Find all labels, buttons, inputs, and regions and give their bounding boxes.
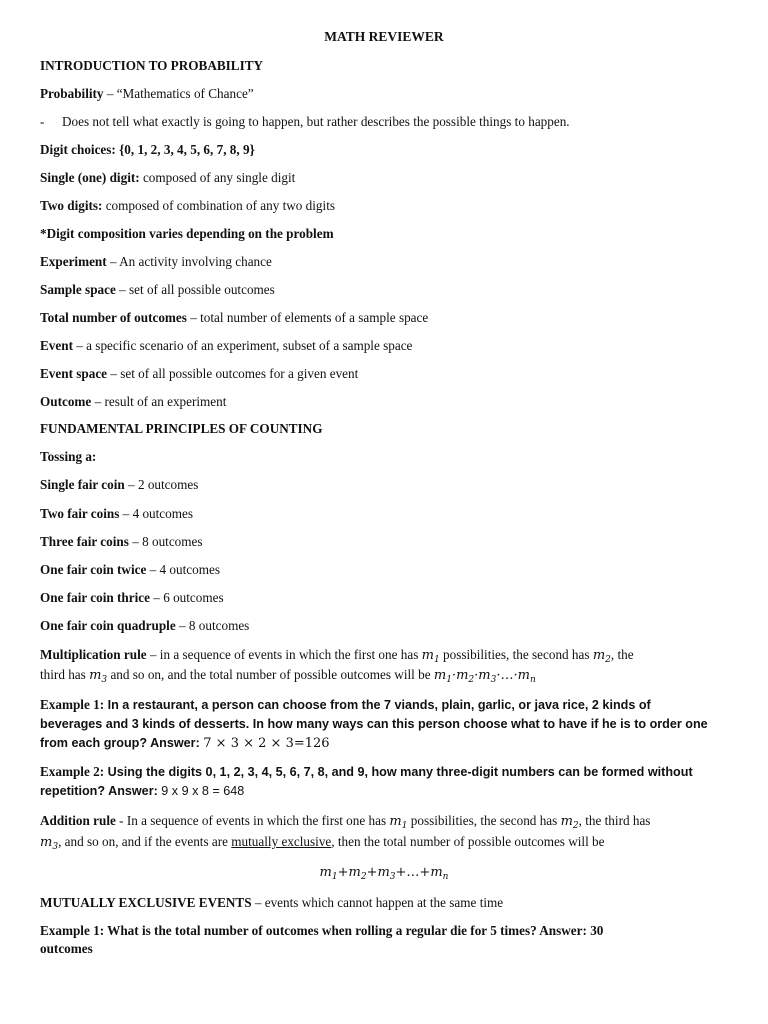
dot-operator: · [496, 668, 501, 683]
term: Two digits: [40, 198, 103, 213]
definition-outcome [40, 394, 728, 410]
term: Outcome [40, 394, 92, 409]
definition-total-outcomes [40, 310, 728, 326]
math-m3 [89, 668, 107, 683]
tossing-text: Tossing a: [40, 449, 97, 464]
definition: – 8 outcomes [175, 618, 250, 633]
subscript: 1 [433, 655, 440, 665]
rule-text: - In a sequence of events in which the first one has [115, 813, 390, 828]
page-title: MATH REVIEWER [324, 29, 444, 44]
mutual-example-line-1 [40, 923, 728, 939]
m-symbol: m [348, 865, 361, 880]
underlined-term: mutually exclusive [231, 834, 332, 849]
term: Single (one) digit: [40, 170, 140, 185]
definition: composed of any single digit [139, 170, 296, 185]
sum-formula [0, 864, 768, 881]
example-text: beverages and 3 kinds of desserts. In how many ways can this person choose what to have if he is to order one [40, 717, 708, 731]
coin-item [40, 590, 728, 606]
example-text: repetition? Answer: [40, 784, 162, 798]
example-text: from each group? Answer: [40, 736, 204, 750]
dot-operator: · [513, 668, 518, 683]
m-symbol: m [433, 668, 447, 683]
definition: composed of combination of any two digits [102, 198, 335, 213]
product-formula [434, 668, 536, 683]
definition: – total number of elements of a sample space [186, 310, 429, 325]
term: One fair coin thrice [40, 590, 150, 605]
definition: – An activity involving chance [106, 254, 272, 269]
definition: – set of all possible outcomes [115, 282, 275, 297]
example-1-line-2 [40, 716, 728, 732]
term: Addition rule [40, 813, 116, 828]
m-symbol: m [478, 668, 491, 683]
m-symbol: m [456, 668, 469, 683]
section-heading-mutual [40, 895, 728, 911]
subscript: 2 [468, 675, 475, 685]
rule-text: , the [610, 647, 634, 662]
rule-text: – in a sequence of events in which the first one has [146, 647, 422, 662]
plus-ellipsis: +…+ [395, 865, 431, 880]
m-symbol: m [517, 668, 530, 683]
definition-experiment [40, 254, 728, 270]
bullet-item [40, 114, 728, 130]
addition-rule-line-1 [40, 813, 728, 830]
subscript: 1 [331, 872, 338, 882]
composition-note [40, 226, 728, 242]
coin-item [40, 506, 728, 522]
definition-sample-space [40, 282, 728, 298]
math-m2 [561, 814, 579, 829]
term: Event [40, 338, 73, 353]
example-label: Example 2: [40, 764, 105, 779]
subscript: n [529, 675, 536, 685]
m-symbol: m [319, 865, 332, 880]
m-symbol: m [40, 835, 53, 850]
term: Sample space [40, 282, 116, 297]
definition: – 8 outcomes [128, 534, 203, 549]
example-answer: 9 x 9 x 8 = 648 [161, 784, 245, 798]
rule-text: possibilities, the second has [439, 647, 593, 662]
ellipsis: … [500, 668, 514, 683]
subscript: 1 [446, 675, 452, 685]
mutual-example-line-2 [40, 941, 728, 957]
term: Single fair coin [40, 477, 125, 492]
term: One fair coin quadruple [40, 618, 176, 633]
subscript: 1 [401, 821, 408, 831]
addition-rule-line-2 [40, 834, 728, 851]
coin-item [40, 618, 728, 634]
rule-text: , and so on, and if the events are [58, 834, 232, 849]
coin-item [40, 534, 728, 550]
definition: – “Mathematics of Chance” [103, 86, 254, 101]
subscript: n [442, 872, 449, 882]
term: Total number of outcomes [40, 310, 187, 325]
coin-item [40, 477, 728, 493]
rule-text: , the third has [578, 813, 651, 828]
definition: – 6 outcomes [150, 590, 224, 605]
section-heading-counting [40, 421, 728, 437]
m-symbol: m [430, 865, 443, 880]
plus-operator: + [366, 865, 378, 880]
definition-event [40, 338, 728, 354]
rule-text: third has [40, 667, 90, 682]
counting-heading: FUNDAMENTAL PRINCIPLES OF COUNTING [40, 421, 323, 436]
example-2-line-2 [40, 783, 728, 799]
subscript: 2 [360, 872, 367, 882]
term: Two fair coins [40, 506, 120, 521]
bullet-text: Does not tell what exactly is going to happen, but rather describes the possible things to happen. [62, 114, 570, 129]
rule-text: and so on, and the total number of possible outcomes will be [107, 667, 434, 682]
subscript: 3 [389, 872, 396, 882]
m-symbol: m [592, 648, 606, 663]
example-text: Using the digits 0, 1, 2, 3, 4, 5, 6, 7, 8, and 9, how many three-digit numbers can be formed without [104, 765, 693, 779]
m-symbol: m [89, 668, 102, 683]
multiplication-rule-line-2 [40, 667, 728, 684]
example-2-line-1 [40, 764, 728, 780]
term: Multiplication rule [40, 647, 147, 662]
m-symbol: m [389, 814, 402, 829]
subscript: 2 [572, 821, 579, 831]
sum-expression [320, 865, 449, 880]
tossing-label [40, 449, 728, 465]
math-m1 [422, 648, 440, 663]
term: Experiment [40, 254, 107, 269]
definition: – a specific scenario of an experiment, subset of a sample space [72, 338, 413, 353]
m-symbol: m [421, 648, 434, 663]
example-text: In a restaurant, a person can choose from the 7 viands, plain, garlic, or java rice, 2 kinds of [104, 698, 651, 712]
coin-item [40, 562, 728, 578]
mutual-heading: MUTUALLY EXCLUSIVE EVENTS [40, 895, 252, 910]
math-m3 [40, 835, 58, 850]
digit-choices [40, 142, 728, 158]
definition: – 2 outcomes [124, 477, 199, 492]
term: Event space [40, 366, 108, 381]
math-m2 [593, 648, 611, 663]
dash-bullet: - [40, 114, 45, 129]
dot-operator: · [474, 668, 479, 683]
definition: – events which cannot happen at the same time [251, 895, 504, 910]
term: Probability [40, 86, 104, 101]
example-1-line-3 [40, 735, 728, 752]
subscript: 2 [605, 655, 611, 665]
multiplication-rule-line-1 [40, 647, 728, 664]
subscript: 3 [101, 675, 108, 685]
term: Three fair coins [40, 534, 129, 549]
definition-two-digits [40, 198, 728, 214]
term: One fair coin twice [40, 562, 147, 577]
subscript: 3 [490, 675, 497, 685]
example-text: Example 1: What is the total number of outcomes when rolling a regular die for 5 times? Answer: 30 [40, 923, 604, 938]
definition: – 4 outcomes [146, 562, 220, 577]
rule-text: possibilities, the second has [407, 813, 561, 828]
dot-operator: · [451, 668, 457, 683]
digit-choices-text: Digit choices: {0, 1, 2, 3, 4, 5, 6, 7, 8, 9} [40, 142, 255, 157]
example-1-line-1 [40, 697, 728, 713]
m-symbol: m [560, 814, 573, 829]
definition-probability [40, 86, 728, 102]
intro-heading: INTRODUCTION TO PROBABILITY [40, 58, 264, 73]
rule-text: , then the total number of possible outcomes will be [331, 834, 605, 849]
definition-event-space [40, 366, 728, 382]
definition: – result of an experiment [91, 394, 227, 409]
plus-operator: + [337, 865, 349, 880]
definition: – 4 outcomes [119, 506, 193, 521]
example-answer: 7 × 3 × 2 × 3=126 [203, 736, 330, 751]
section-heading-intro [40, 58, 728, 74]
note-text: *Digit composition varies depending on the problem [40, 226, 334, 241]
definition-single-digit [40, 170, 728, 186]
math-m1 [389, 814, 407, 829]
m-symbol: m [377, 865, 390, 880]
example-label: Example 1: [40, 697, 105, 712]
definition: – set of all possible outcomes for a given event [107, 366, 359, 381]
example-text: outcomes [40, 941, 93, 956]
subscript: 3 [52, 842, 59, 852]
